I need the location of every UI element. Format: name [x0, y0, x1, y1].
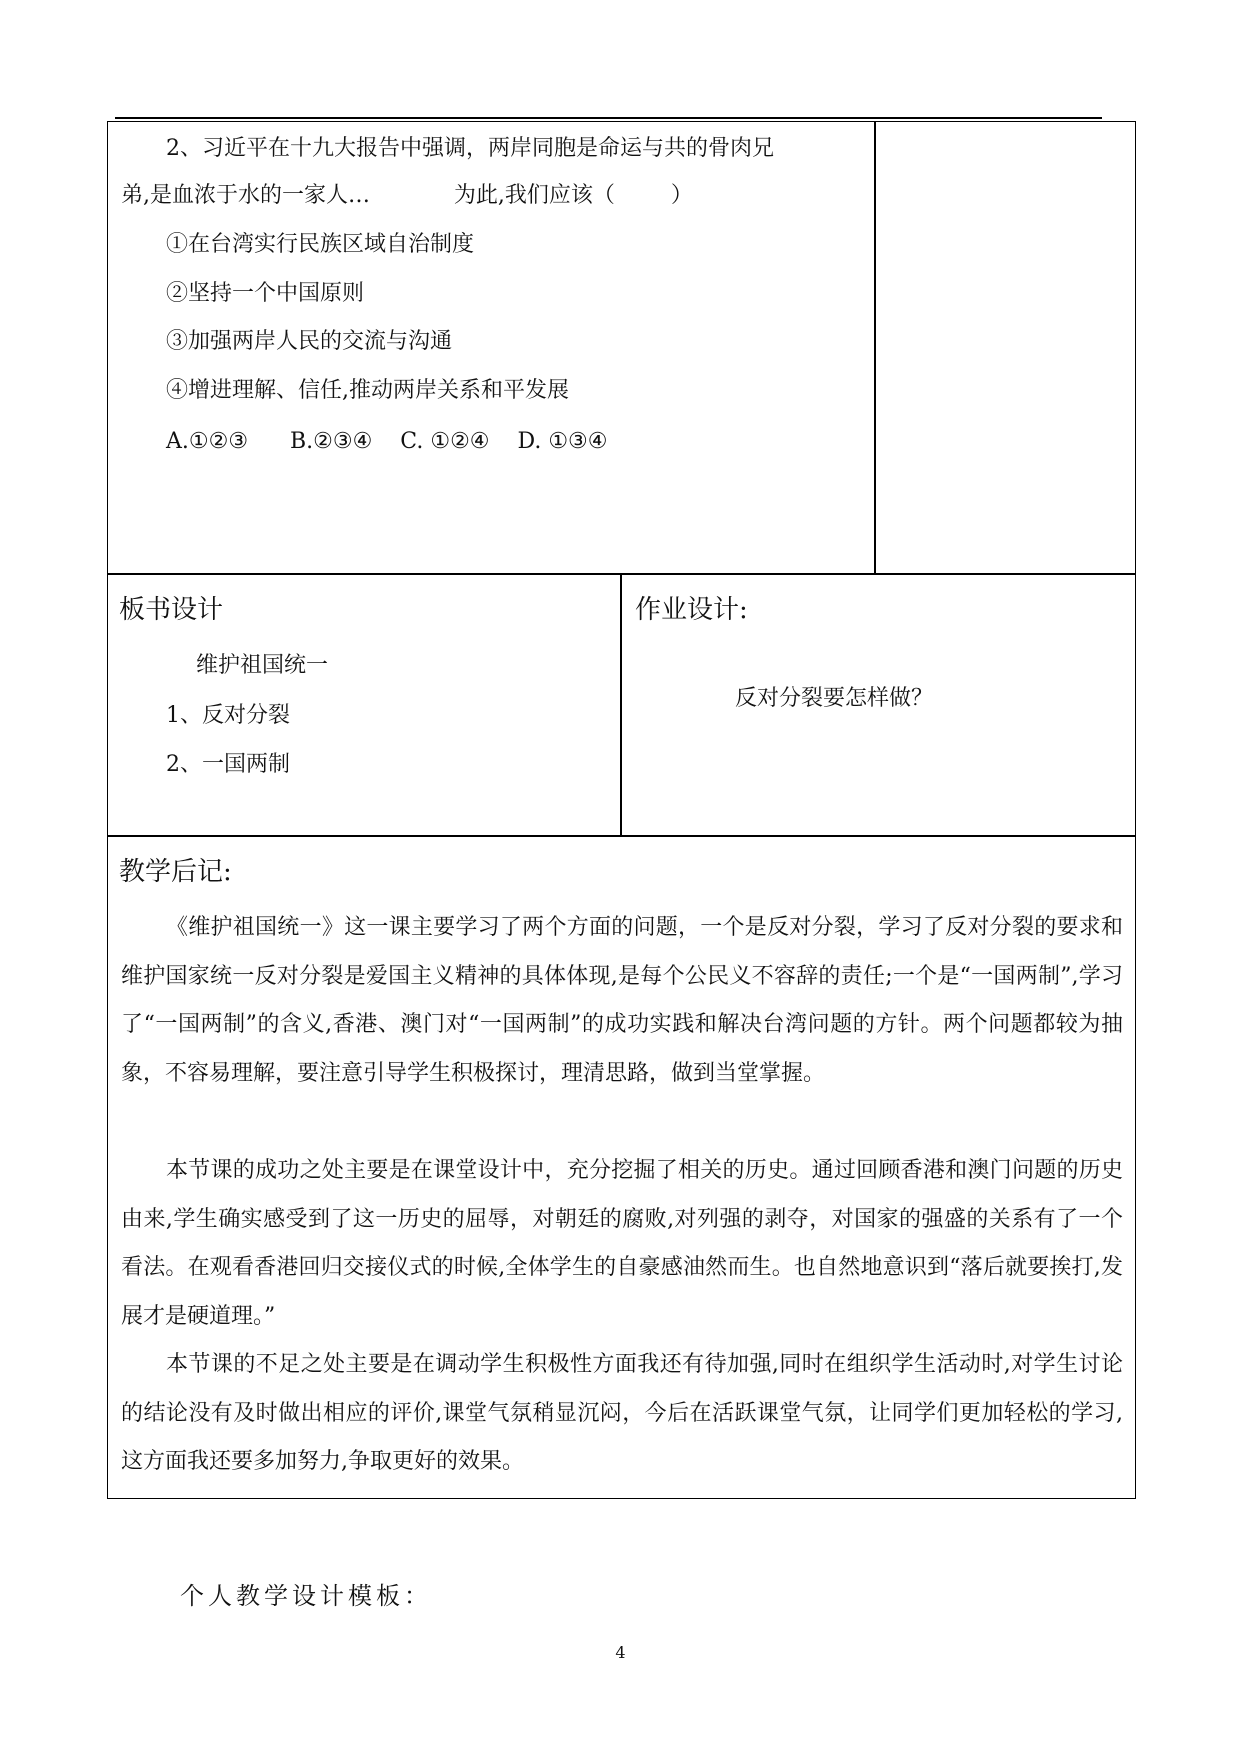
option-4: ④增进理解、信任,推动两岸关系和平发展	[166, 378, 569, 403]
reflection-paragraph-3: 本节课的不足之处主要是在调动学生积极性方面我还有待加强,同时在组织学生活动时,对学生讨论的结论没有及时做出相应的评价,课堂气氛稍显沉闷，今后在活跃课堂气氛，让同学们更加轻松的学习,这方面我还要多加努力,争取更好的效果。	[121, 1352, 1123, 1475]
board-homework-divider	[620, 573, 622, 836]
option-1: ①在台湾实行民族区域自治制度	[166, 232, 475, 257]
reflection-paragraph-2: 本节课的成功之处主要是在课堂设计中，充分挖掘了相关的历史。通过回顾香港和澳门问题的历史由来,学生确实感受到了这一历史的屈辱，对朝廷的腐败,对列强的剥夺，对国家的强盛的关系有了一个看法。在观看香港回归交接仪式的时候,全体学生的自豪感油然而生。也自然地意识到“落后就要挨打,发展才是硬道理。”	[121, 1158, 1123, 1329]
board-design-item-2: 2、一国两制	[166, 752, 290, 777]
board-design-title: 板书设计	[119, 595, 224, 625]
homework-question: 反对分裂要怎样做？	[735, 686, 934, 711]
homework-design-title: 作业设计:	[635, 595, 748, 625]
reflection-paragraph-1: 《维护祖国统一》这一课主要学习了两个方面的问题，一个是反对分裂，学习了反对分裂的要求和维护国家统一反对分裂是爱国主义精神的具体体现,是每个公民义不容辞的责任;一个是“一国两制”,学习了“一国两制”的含义,香港、澳门对“一国两制”的成功实践和解决台湾问题的方针。两个问题都较为抽象，不容易理解，要注意引导学生积极探讨，理清思路，做到当堂掌握。	[121, 915, 1123, 1086]
option-3: ③加强两岸人民的交流与沟通	[166, 329, 453, 354]
question-line-2: 弟,是血浓于水的一家人… 为此,我们应该（ ）	[121, 183, 693, 208]
reflection-title: 教学后记:	[119, 857, 232, 887]
question-right-divider	[874, 121, 876, 574]
template-title: 个人教学设计模板：	[180, 1582, 432, 1610]
option-2: ②坚持一个中国原则	[166, 281, 365, 306]
row-divider-1	[107, 573, 1136, 575]
row-divider-2	[107, 835, 1136, 837]
question-line-1: 2、习近平在十九大报告中强调，两岸同胞是命运与共的骨肉兄	[166, 136, 774, 161]
board-design-subtitle: 维护祖国统一	[196, 653, 329, 678]
board-design-item-1: 1、反对分裂	[166, 703, 290, 728]
answer-choices: A.①②③ B.②③④ C. ①②④ D. ①③④	[166, 429, 608, 454]
top-rule	[115, 117, 1102, 119]
page-number: 4	[615, 1643, 626, 1662]
